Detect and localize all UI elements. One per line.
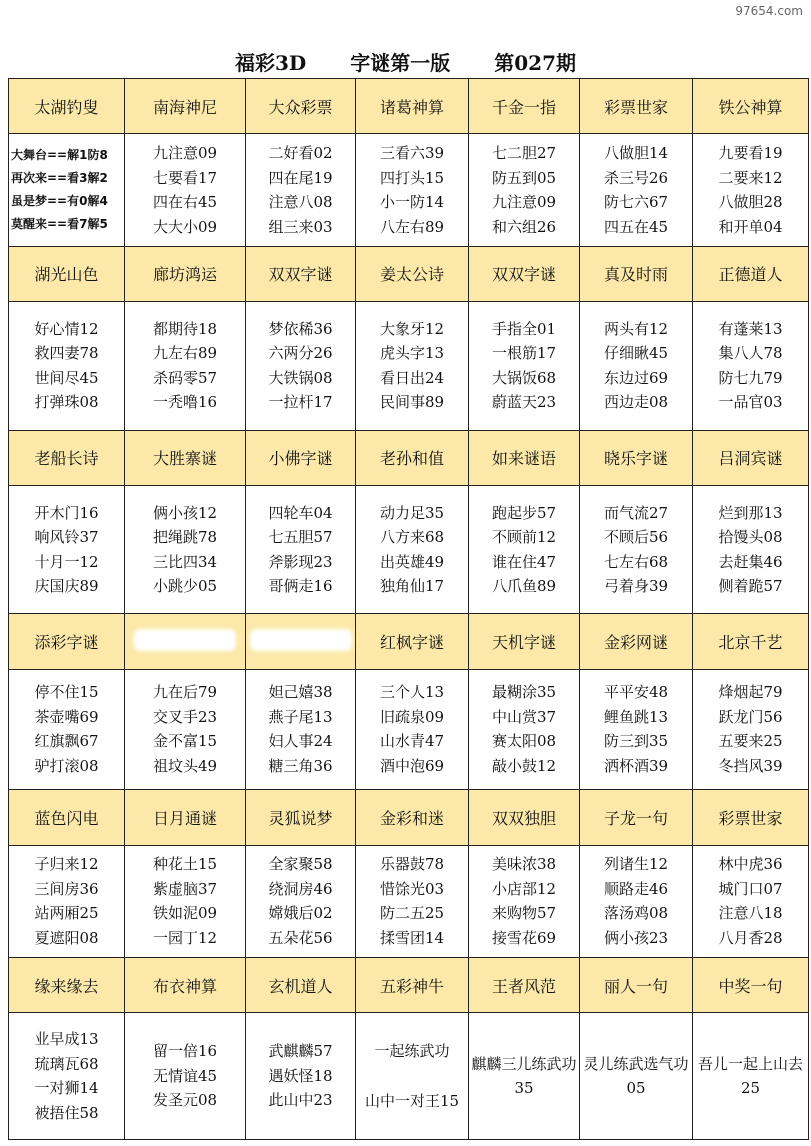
riddle-line: 虎头字13 — [379, 344, 445, 363]
riddle-row — [9, 134, 809, 247]
riddle-line: 被捂住58 — [34, 1103, 99, 1122]
riddle-line: 八方来68 — [379, 528, 445, 547]
riddle-line: 吾儿一起上山去25 — [697, 1054, 803, 1098]
header-row — [9, 790, 809, 845]
riddle-line: 有蓬莱13 — [718, 319, 783, 338]
riddle-line: 西边走08 — [603, 393, 669, 412]
riddle-line: 五朵花56 — [268, 928, 333, 947]
column-author-header: 添彩字谜 — [9, 614, 125, 669]
column-author-header: 双双字谜 — [469, 246, 580, 301]
riddle-line: 八做胆28 — [718, 193, 783, 211]
riddle-line: 世间尽45 — [34, 368, 99, 387]
riddle-line: 八月香28 — [718, 928, 783, 947]
riddle-line: 站两厢25 — [34, 904, 99, 923]
column-author-header: 廊坊鸿运 — [125, 246, 246, 301]
column-author-header: 子龙一句 — [580, 790, 693, 845]
riddle-cell — [9, 1013, 125, 1140]
riddle-line: 烽烟起79 — [718, 683, 783, 702]
obscured-header — [253, 632, 349, 648]
column-author-header: 晓乐字谜 — [580, 430, 693, 485]
riddle-line: 二要来12 — [718, 168, 783, 187]
riddle-cell — [693, 1013, 809, 1140]
column-author-header: 姜太公诗 — [356, 246, 469, 301]
riddle-line: 发圣元08 — [152, 1091, 218, 1110]
riddle-line: 两头有12 — [603, 319, 669, 338]
riddle-line: 三比四34 — [152, 552, 218, 571]
column-author-header: 蓝色闪电 — [9, 790, 125, 845]
riddle-line: 二好看02 — [268, 144, 333, 162]
riddle-cell — [693, 845, 809, 958]
riddle-cell — [246, 1013, 356, 1140]
riddle-line: 麒麟三儿练武功35 — [471, 1054, 577, 1098]
riddle-line: 仔细瞅45 — [603, 344, 669, 363]
column-author-header: 红枫字谜 — [356, 614, 469, 669]
column-author-header: 玄机道人 — [246, 958, 356, 1013]
riddle-line: 九注意09 — [152, 144, 218, 162]
riddle-cell — [246, 669, 356, 790]
riddle-row — [9, 302, 809, 431]
column-author-header: 缘来缘去 — [9, 958, 125, 1013]
riddle-line: 跑起步57 — [491, 503, 557, 522]
riddle-cell — [9, 845, 125, 958]
riddle-cell — [356, 302, 469, 431]
column-author-header: 彩票世家 — [693, 790, 809, 845]
riddle-line: 再次来==看3解2 — [11, 171, 108, 185]
riddle-line: 防三到35 — [603, 732, 669, 751]
riddle-line: 绕洞房46 — [268, 879, 333, 898]
column-author-header: 小佛字谜 — [246, 430, 356, 485]
riddle-cell — [580, 302, 693, 431]
riddle-line: 出英雄49 — [379, 552, 445, 571]
obscured-header — [137, 632, 233, 648]
title-issue: 第027期 — [494, 50, 576, 75]
riddle-line: 九在后79 — [152, 683, 218, 702]
riddle-cell — [125, 485, 246, 614]
riddle-line: 庆国庆89 — [34, 577, 99, 596]
riddle-line: 不顾前12 — [491, 528, 557, 547]
riddle-line: 烂到那13 — [718, 503, 783, 522]
riddle-line: 和开单04 — [718, 217, 783, 236]
riddle-line: 三间房36 — [34, 879, 99, 898]
riddle-line: 中山赏37 — [491, 707, 557, 726]
riddle-line: 业早成13 — [34, 1030, 99, 1049]
riddle-line: 林中虎36 — [718, 855, 783, 874]
riddle-line: 把绳跳78 — [152, 528, 218, 547]
column-author-header: 铁公神算 — [693, 79, 809, 134]
riddle-line: 敲小鼓12 — [491, 756, 557, 775]
riddle-line: 俩小孩23 — [603, 928, 669, 947]
riddle-line: 小跳少05 — [152, 577, 218, 596]
column-author-header: 正德道人 — [693, 246, 809, 301]
riddle-line: 不顾后56 — [603, 528, 669, 547]
column-author-header: 千金一指 — [469, 79, 580, 134]
riddle-line: 平平安48 — [603, 683, 669, 702]
riddle-row — [9, 845, 809, 958]
riddle-line: 嫦娥后02 — [268, 904, 333, 923]
riddle-cell — [580, 485, 693, 614]
column-author-header: 太湖钓叟 — [9, 79, 125, 134]
column-author-header: 诸葛神算 — [356, 79, 469, 134]
riddle-row — [9, 1013, 809, 1140]
riddle-line: 小一防14 — [379, 193, 445, 211]
riddle-line: 一拉杆17 — [268, 393, 333, 412]
riddle-cell — [356, 485, 469, 614]
column-author-header: 金彩和迷 — [356, 790, 469, 845]
riddle-line: 响风铃37 — [34, 528, 99, 547]
column-author-header: 吕洞宾谜 — [693, 430, 809, 485]
riddle-line: 一根筋17 — [491, 344, 557, 363]
riddle-line: 七要看17 — [152, 168, 218, 187]
riddle-row — [9, 485, 809, 614]
riddle-line: 此山中23 — [268, 1091, 333, 1110]
riddle-cell — [693, 302, 809, 431]
column-author-header: 如来谜语 — [469, 430, 580, 485]
riddle-line: 八爪鱼89 — [491, 577, 557, 596]
riddle-cell — [693, 669, 809, 790]
riddle-line: 驴打滚08 — [34, 756, 99, 775]
riddle-cell — [356, 1013, 469, 1140]
riddle-cell — [9, 134, 125, 247]
riddle-line: 金不富15 — [152, 732, 218, 751]
column-author-header: 大胜寨谜 — [125, 430, 246, 485]
riddle-line: 子归来12 — [34, 855, 99, 874]
column-author-header: 王者风范 — [469, 958, 580, 1013]
riddle-cell — [693, 485, 809, 614]
riddle-line: 谁在住47 — [491, 552, 557, 571]
riddle-line: 三看六39 — [379, 144, 445, 162]
column-author-header: 老孙和值 — [356, 430, 469, 485]
riddle-cell — [580, 134, 693, 247]
riddle-line: 动力足35 — [379, 503, 445, 522]
riddle-line: 一对狮14 — [34, 1079, 99, 1098]
riddle-line: 跃龙门56 — [718, 707, 783, 726]
riddle-cell — [693, 134, 809, 247]
riddle-line: 遇妖怪18 — [268, 1066, 333, 1085]
riddle-line: 好心情12 — [34, 319, 99, 338]
riddle-line: 开木门16 — [34, 503, 99, 522]
riddle-line: 梦依稀36 — [268, 319, 333, 338]
title-lottery: 福彩3D — [234, 50, 307, 75]
riddle-line: 去赶集46 — [718, 552, 783, 571]
riddle-line: 一品官03 — [718, 393, 783, 412]
column-author-header: 天机字谜 — [469, 614, 580, 669]
riddle-line: 顺路走46 — [603, 879, 669, 898]
riddle-line: 城门口07 — [718, 879, 783, 898]
riddle-line: 酒中泡69 — [379, 756, 445, 775]
riddle-cell — [469, 845, 580, 958]
riddle-line: 大象牙12 — [379, 319, 445, 338]
riddle-line: 拾馒头08 — [718, 528, 783, 547]
riddle-line: 注意八18 — [718, 904, 783, 923]
riddle-line: 组三来03 — [268, 217, 333, 236]
riddle-cell — [125, 134, 246, 247]
riddle-line: 手指全01 — [491, 319, 557, 338]
riddle-line: 铁如泥09 — [152, 904, 218, 923]
riddle-line: 一秃噜16 — [152, 393, 218, 412]
riddle-cell — [469, 669, 580, 790]
riddle-line: 看日出24 — [379, 368, 445, 387]
riddle-line: 夏遮阳08 — [34, 928, 99, 947]
riddle-line: 妇人事24 — [268, 732, 333, 751]
riddle-line: 斧影现23 — [268, 552, 333, 571]
riddle-line: 蔚蓝天23 — [491, 393, 557, 412]
riddle-cell — [246, 485, 356, 614]
riddle-line: 红旗飘67 — [34, 732, 99, 751]
riddle-line: 鲤鱼跳13 — [603, 707, 669, 726]
riddle-line: 防七六67 — [603, 193, 669, 211]
riddle-line: 无情谊45 — [152, 1066, 218, 1085]
riddle-cell — [125, 669, 246, 790]
riddle-line: 十月一12 — [34, 552, 99, 571]
riddle-line: 大大小09 — [152, 217, 218, 236]
riddle-line: 弓着身39 — [603, 577, 669, 596]
riddle-cell — [469, 134, 580, 247]
column-author-header: 南海神尼 — [125, 79, 246, 134]
riddle-line: 山水青47 — [379, 732, 445, 751]
column-author-header: 中奖一句 — [693, 958, 809, 1013]
riddle-line: 防五到05 — [491, 168, 557, 187]
header-row — [9, 958, 809, 1013]
riddle-line: 杀三号26 — [603, 168, 669, 187]
riddle-line: 独角仙17 — [379, 577, 445, 596]
column-author-header: 五彩神牛 — [356, 958, 469, 1013]
riddle-line: 列诸生12 — [603, 855, 669, 874]
riddle-line: 赛太阳08 — [491, 732, 557, 751]
riddle-line: 琉璃瓦68 — [34, 1054, 99, 1073]
riddle-line: 山中一对王15 — [364, 1092, 460, 1111]
riddle-cell — [125, 302, 246, 431]
riddle-cell — [580, 845, 693, 958]
riddle-line: 旧疏泉09 — [379, 707, 445, 726]
riddle-cell — [9, 302, 125, 431]
header-row — [9, 614, 809, 669]
riddle-line: 小店部12 — [491, 879, 557, 898]
riddle-line: 四轮车04 — [268, 503, 333, 522]
riddle-line: 救四妻78 — [34, 344, 99, 363]
riddle-line: 种花土15 — [152, 855, 218, 874]
header-row — [9, 79, 809, 134]
riddle-line: 侧着跪57 — [718, 577, 783, 596]
riddle-line: 四五在45 — [603, 217, 669, 236]
riddle-line: 注意八08 — [268, 193, 333, 211]
riddle-line: 杀码零57 — [152, 368, 218, 387]
header-row — [9, 430, 809, 485]
riddle-line: 三个人13 — [379, 683, 445, 702]
header-row — [9, 246, 809, 301]
riddle-line: 全家聚58 — [268, 855, 333, 874]
riddle-cell — [246, 302, 356, 431]
riddle-cell — [469, 485, 580, 614]
riddle-line: 落汤鸡08 — [603, 904, 669, 923]
riddle-line: 而气流27 — [603, 503, 669, 522]
title-edition: 字谜第一版 — [350, 50, 451, 75]
column-author-header: 彩票世家 — [580, 79, 693, 134]
riddle-line: 八做胆14 — [603, 144, 669, 162]
riddle-line: 武麒麟57 — [268, 1042, 333, 1061]
riddle-cell — [580, 669, 693, 790]
riddle-line: 八左右89 — [379, 217, 445, 236]
column-author-header: 丽人一句 — [580, 958, 693, 1013]
riddle-line: 燕子尾13 — [268, 707, 333, 726]
riddle-line: 大铁锅08 — [268, 368, 333, 387]
riddle-cell — [9, 485, 125, 614]
riddle-line: 东边过69 — [603, 368, 669, 387]
riddle-line: 九要看19 — [718, 144, 783, 162]
page-title — [0, 46, 811, 76]
column-author-header: 老船长诗 — [9, 430, 125, 485]
riddle-line: 惜馀光03 — [379, 879, 445, 898]
riddle-line: 大锅饭68 — [491, 368, 557, 387]
riddle-line: 紫虚脑37 — [152, 879, 218, 898]
riddle-line: 打弹珠08 — [34, 393, 99, 412]
riddle-line: 糖三角36 — [268, 756, 333, 775]
riddle-cell — [356, 134, 469, 247]
riddle-line: 大舞台==解1防8 — [11, 148, 108, 162]
riddle-line: 最糊涂35 — [491, 683, 557, 702]
riddle-line: 莫醒来==看7解5 — [11, 217, 108, 231]
riddle-line: 洒杯酒39 — [603, 756, 669, 775]
column-author-header: 灵狐说梦 — [246, 790, 356, 845]
riddle-line: 虽是梦==有0解4 — [11, 194, 108, 208]
riddle-cell — [580, 1013, 693, 1140]
column-author-header: 北京千艺 — [693, 614, 809, 669]
riddle-line: 七二胆27 — [491, 144, 557, 162]
riddle-line: 哥俩走16 — [268, 577, 333, 596]
riddle-cell — [125, 1013, 246, 1140]
riddle-cell — [356, 845, 469, 958]
column-author-header: 大众彩票 — [246, 79, 356, 134]
riddle-cell — [469, 302, 580, 431]
riddle-table — [8, 78, 809, 1140]
riddle-line: 七五胆57 — [268, 528, 333, 547]
riddle-line: 揉雪团14 — [379, 928, 445, 947]
riddle-line: 六两分26 — [268, 344, 333, 363]
riddle-line: 都期待18 — [152, 319, 218, 338]
riddle-line: 留一倍16 — [152, 1042, 218, 1061]
riddle-line: 七左右68 — [603, 552, 669, 571]
riddle-line: 乐器鼓78 — [379, 855, 445, 874]
riddle-line: 五要来25 — [718, 732, 783, 751]
riddle-line: 民间事89 — [379, 393, 445, 412]
riddle-line: 九左右89 — [152, 344, 218, 363]
riddle-line: 来购物57 — [491, 904, 557, 923]
column-author-header: 日月通谜 — [125, 790, 246, 845]
riddle-line: 四打头15 — [379, 168, 445, 187]
column-author-header — [246, 614, 356, 669]
riddle-cell — [9, 669, 125, 790]
riddle-line: 接雪花69 — [491, 928, 557, 947]
riddle-line: 妲己嬉38 — [268, 683, 333, 702]
riddle-line: 茶壶嘴69 — [34, 707, 99, 726]
column-author-header: 双双独胆 — [469, 790, 580, 845]
riddle-row — [9, 669, 809, 790]
riddle-line: 防七九79 — [718, 368, 783, 387]
riddle-line: 九注意09 — [491, 193, 557, 211]
riddle-cell — [246, 845, 356, 958]
site-watermark: 97654.com — [735, 4, 803, 18]
riddle-cell — [356, 669, 469, 790]
riddle-line: 俩小孩12 — [152, 503, 218, 522]
column-author-header: 真及时雨 — [580, 246, 693, 301]
column-author-header: 金彩网谜 — [580, 614, 693, 669]
riddle-line: 美味浓38 — [491, 855, 557, 874]
riddle-line: 灵儿练武选气功05 — [583, 1054, 689, 1098]
riddle-line: 防二五25 — [379, 904, 445, 923]
riddle-line: 集八人78 — [718, 344, 783, 363]
riddle-line: 交叉手23 — [152, 707, 218, 726]
riddle-line: 一园丁12 — [152, 928, 218, 947]
riddle-line: 和六组26 — [491, 217, 557, 236]
riddle-cell — [246, 134, 356, 247]
riddle-line: 冬挡风39 — [718, 756, 783, 775]
column-author-header: 双双字谜 — [246, 246, 356, 301]
column-author-header — [125, 614, 246, 669]
riddle-line: 一起练武功 — [374, 1041, 450, 1060]
riddle-cell — [125, 845, 246, 958]
riddle-line: 停不住15 — [34, 683, 99, 702]
riddle-cell — [469, 1013, 580, 1140]
riddle-line: 祖坟头49 — [152, 756, 218, 775]
column-author-header: 湖光山色 — [9, 246, 125, 301]
column-author-header: 布衣神算 — [125, 958, 246, 1013]
riddle-line: 四在右45 — [152, 193, 218, 211]
riddle-line: 四在尾19 — [268, 168, 333, 187]
